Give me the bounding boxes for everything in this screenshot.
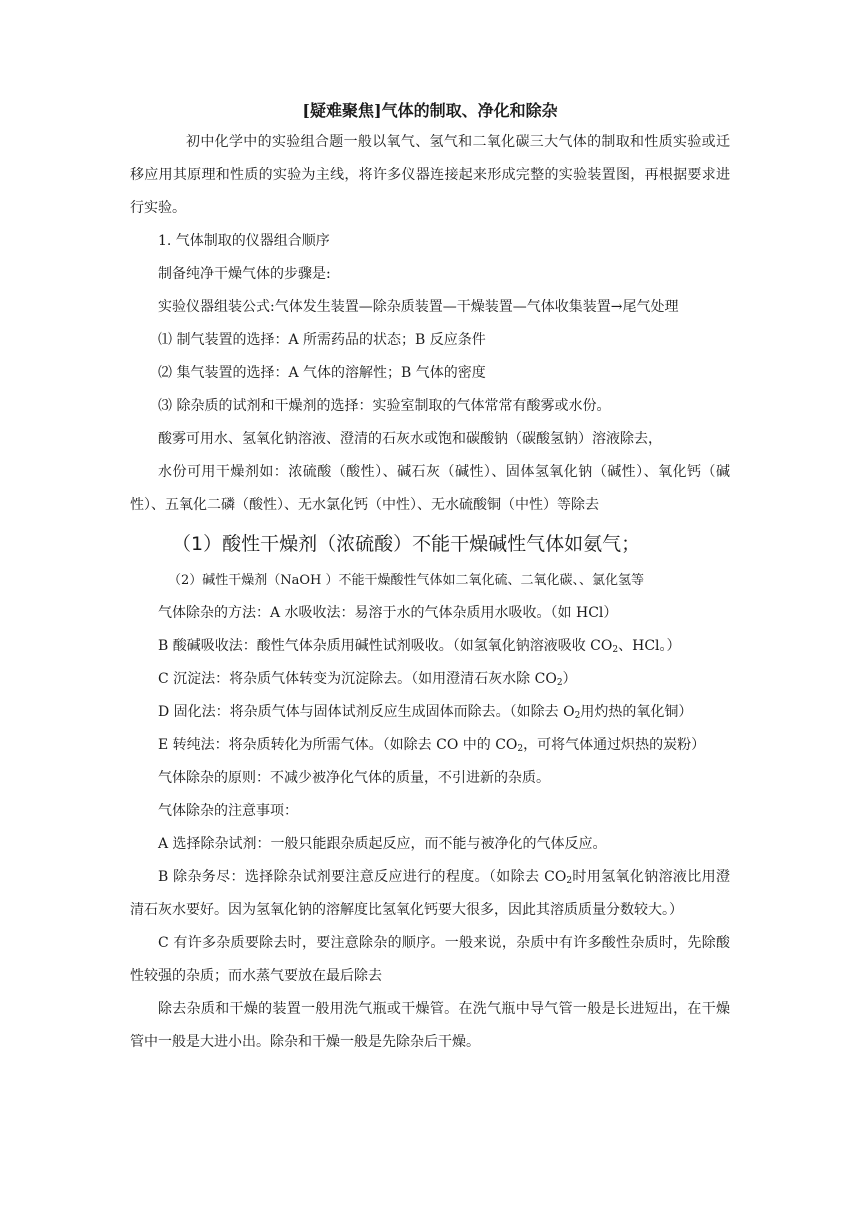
document-page bbox=[130, 96, 730, 1059]
method-b: B 酸碱吸收法：酸性气体杂质用碱性试剂吸收。（如氢氧化钠溶液吸收 $CO_2$、HCl。） bbox=[158, 638, 681, 655]
list-item: ⑴ 制气装置的选择：A 所需药品的状态；B 反应条件 bbox=[158, 332, 486, 348]
method-e: E 转纯法：将杂质转化为所需气体。（如除去 CO 中的 $CO_2$，可将气体通过炽热的炭粉） bbox=[158, 737, 706, 754]
basic-desiccant-note: （2）碱性干燥剂（NaOH ）不能干燥酸性气体如二氧化硫、二氧化碳、、氯化氢等 bbox=[168, 573, 645, 588]
acidic-desiccant-note: （1）酸性干燥剂（浓硫酸）不能干燥碱性气体如氨气； bbox=[172, 533, 641, 555]
section-heading: 1. 气体制取的仪器组合顺序 bbox=[158, 233, 330, 249]
final-paragraph: 除去杂质和干燥的装置一般用洗气瓶或干燥管。在洗气瓶中导气管一般是长进短出，在干燥管中一般是大进小出。除杂和干燥一般是先除杂后干燥。 bbox=[130, 1001, 730, 1050]
list-item: ⑶ 除杂质的试剂和干燥剂的选择：实验室制取的气体常常有酸雾或水份。 bbox=[158, 398, 611, 414]
document-title: [疑难聚焦]气体的制取、净化和除杂 bbox=[302, 101, 558, 120]
note-a: A 选择除杂试剂：一般只能跟杂质起反应，而不能与被净化的气体反应。 bbox=[158, 836, 607, 852]
steps-heading: 制备纯净干燥气体的步骤是: bbox=[158, 266, 331, 282]
note-c: C 有许多杂质要除去时，要注意除杂的顺序。一般来说，杂质中有许多酸性杂质时，先除酸性较强的杂质；而水蒸气要放在最后除去 bbox=[130, 935, 730, 984]
method-d: D 固化法：将杂质气体与固体试剂反应生成固体而除去。（如除去 $O_2$用灼热的氧化铜） bbox=[158, 704, 693, 721]
list-item: ⑵ 集气装置的选择：A 气体的溶解性；B 气体的密度 bbox=[158, 365, 486, 381]
notes-heading: 气体除杂的注意事项： bbox=[158, 803, 298, 819]
note-b: B 除杂务尽：选择除杂试剂要注意反应进行的程度。（如除去 $CO_2$时用氢氧化钠溶液比用澄清石灰水要好。因为氢氧化钠的溶解度比氢氧化钙要大很多，因此其溶质质量分数较大。） bbox=[130, 869, 730, 918]
method-c: C 沉淀法：将杂质气体转变为沉淀除去。（如用澄清石灰水除 $CO_2$） bbox=[158, 671, 577, 688]
water-paragraph: 水份可用干燥剂如：浓硫酸（酸性）、碱石灰（碱性）、固体氢氧化钠（碱性）、氧化钙（碱性）、五氧化二磷（酸性）、无水氯化钙（中性）、无水硫酸铜（中性）等除去 bbox=[130, 464, 730, 513]
removal-principle: 气体除杂的原则：不减少被净化气体的质量，不引进新的杂质。 bbox=[158, 770, 550, 786]
removal-methods-heading: 气体除杂的方法：A 水吸收法：易溶于水的气体杂质用水吸收。（如 HCl） bbox=[158, 605, 618, 621]
intro-paragraph: 初中化学中的实验组合题一般以氧气、氢气和二氧化碳三大气体的制取和性质实验或迁移应用其原理和性质的实验为主线，将许多仪器连接起来形成完整的实验装置图，再根据要求进行实验。 bbox=[130, 134, 730, 216]
acid-mist-paragraph: 酸雾可用水、氢氧化钠溶液、澄清的石灰水或饱和碳酸钠（碳酸氢钠）溶液除去， bbox=[158, 431, 662, 447]
assembly-formula: 实验仪器组装公式:气体发生装置—除杂质装置—干燥装置—气体收集装置→尾气处理 bbox=[158, 299, 679, 315]
